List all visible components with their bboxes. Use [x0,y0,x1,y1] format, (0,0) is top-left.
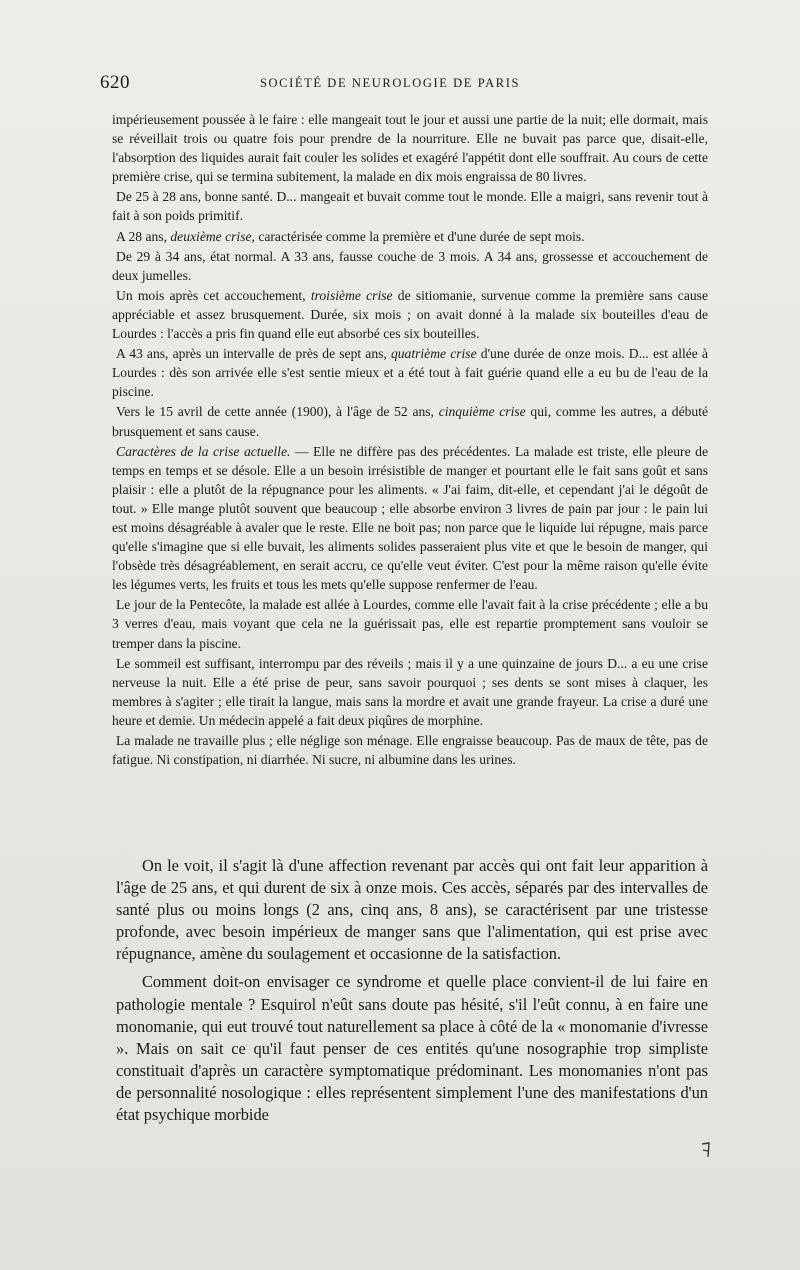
small-paragraph: Vers le 15 avril de cette année (1900), à l'âge de 52 ans, cinquième crise qui, comme les autres, a débuté brusquement et sans cause. [112,404,709,439]
ink-mark-icon [700,1140,712,1160]
small-paragraph: Le jour de la Pentecôte, la malade est allée à Lourdes, comme elle l'avait fait à la crise précédente ; elle a bu 3 verres d'eau, mais voyant que cela ne la guérissait pas, elle est repartie promptement sans vouloir se tremper dans la piscine. [112,597,708,651]
running-title: SOCIÉTÉ DE NEUROLOGIE DE PARIS [260,76,521,90]
small-paragraph: A 43 ans, après un intervalle de près de sept ans, quatrième crise d'une durée de onze mois. D... est allée à Lourdes : dès son arrivée elle s'est sentie mieux et a été tout à fait guérie quand elle a eu bu de l'eau de la piscine. [112,346,709,400]
small-paragraph: De 29 à 34 ans, état normal. A 33 ans, fausse couche de 3 mois. A 34 ans, grossesse et accouchement de deux jumelles. [112,248,708,283]
small-paragraph: A 28 ans, deuxième crise, caractérisée comme la première et d'une durée de sept mois. [116,228,585,244]
small-paragraph: impérieusement poussée à le faire : elle mangeait tout le jour et aussi une partie de la nuit; elle dormait, mais se réveillait trois ou quatre fois pour prendre de la nourriture. Elle ne buvait pas parce que, disait-elle, l'absorption des liquides aurait fait couler les solides et exagéré l'appétit dont elle souffrait. Au cours de cette première crise, qui se termina subitement, la malade en dix mois engraissa de 80 livres. [112,112,708,185]
page-header [100,72,708,96]
small-paragraph: Le sommeil est suffisant, interrompu par des réveils ; mais il y a une quinzaine de jours D... a eu une crise nerveuse la nuit. Elle a été prise de peur, sans savoir pourquoi ; ses dents se sont mises à claquer, les membres à s'agiter ; elle tirait la langue, mais sans la mordre et avait une grande frayeur. La crise a duré une heure et demie. Un médecin appelé a fait deux piqûres de morphine. [112,655,708,728]
body-paragraph: Comment doit-on envisager ce syndrome et quelle place convient-il de lui faire en pathologie mentale ? Esquirol n'eût sans doute pas hésité, s'il l'eût connu, à en faire une monomanie, qui eut trouvé tout naturellement sa place à côté de la « monomanie d'ivresse ». Mais on sait ce qu'il faut penser de ces entités qu'une nosographie trop simpliste constituait d'après un caractère symptomatique prédominant. Les monomanies n'ont pas de personnalité nosologique : elles représentent simplement l'une des manifestations d'un état psychique morbide [116,972,708,1125]
small-paragraph: Un mois après cet accouchement, troisième crise de sitiomanie, survenue comme la première sans cause appréciable et assez brusquement. Durée, six mois ; on avait donné à la malade six bouteilles d'eau de Lourdes : l'accès a pris fin quand elle eut absorbé ces six bouteilles. [112,287,708,342]
small-paragraph: De 25 à 28 ans, bonne santé. D... mangeait et buvait comme tout le monde. Elle a maigri, sans revenir tout à fait à son poids primitif. [112,189,708,224]
body-paragraph: On le voit, il s'agit là d'une affection revenant par accès qui ont fait leur apparition à l'âge de 25 ans, et qui durent de six à onze mois. Ces accès, séparés par des intervalles de santé plus ou moins longs (2 ans, cinq ans, 8 ans), se caractérisent par une tristesse profonde, avec besoin impérieux de manger sans que l'alimentation, qui est prise avec répugnance, amène du soulagement et occasionne de la satisfaction. [116,856,708,964]
case-report-text [112,110,708,770]
discussion-text [116,855,708,1132]
small-paragraph: La malade ne travaille plus ; elle néglige son ménage. Elle engraisse beaucoup. Pas de maux de tête, pas de fatigue. Ni constipation, ni diarrhée. Ni sucre, ni albumine dans les urines. [112,733,708,768]
page-number: 620 [100,72,130,93]
small-paragraph: Caractères de la crise actuelle. — Elle ne diffère pas des précédentes. La malade est triste, elle pleure de temps en temps et se désole. Elle a un besoin irrésistible de manger et pourtant elle le fait sans goût et sans plaisir : elle a plutôt de la répugnance pour les aliments. « J'ai faim, dit-elle, et cependant j'ai le dégoût de tout. » Elle mange plutôt souvent que beaucoup ; elle absorbe environ 3 livres de pain par jour : le pain lui est moins désagréable à avaler que le reste. Elle ne boit pas; non parce que le liquide lui répugne, mais parce qu'elle s'imagine que si elle buvait, les aliments solides passeraient plus vite et que le besoin de manger, qui l'obsède très désagréablement, en serait accru, ce qu'elle veut éviter. C'est pour la même raison qu'elle évite les légumes verts, les fruits et tous les mets qu'elle suppose renfermer de l'eau. [112,443,709,593]
